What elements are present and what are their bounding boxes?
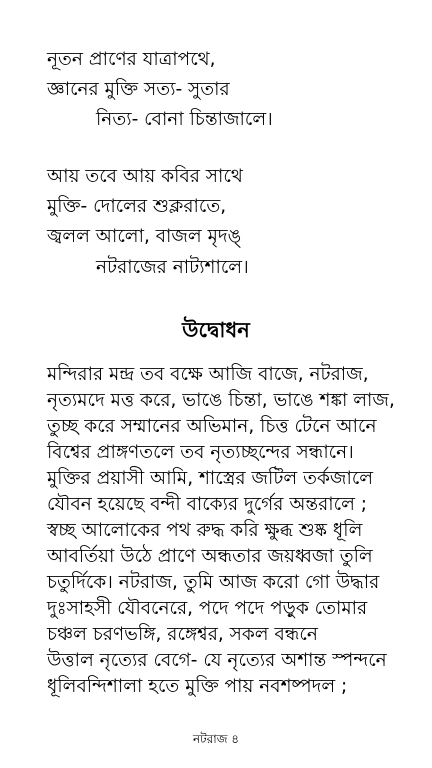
poem-line: নটরাজের নাট্যশালে। <box>96 257 249 278</box>
page-footer: নটরাজ ৪ <box>192 732 240 746</box>
poem-line: স্বচ্ছ আলোকের পথ রুদ্ধ করি ক্ষুব্ধ শুষ্ক ধূলি <box>47 520 363 541</box>
poem-line: দুঃসাহসী যৌবনেরে, পদে পদে পড়ুক তোমার <box>47 598 368 619</box>
poem-title: উদ্বোধন <box>182 318 250 342</box>
poem-line: মুক্তি- দোলের শুক্লরাতে, <box>47 196 227 217</box>
poem-line: মন্দিরার মন্দ্র তব বক্ষে আজি বাজে, নটরাজ, <box>47 364 369 385</box>
poem-line: আয় তবে আয় কবির সাথে <box>47 166 243 187</box>
poem-line: নৃত্যমদে মত্ত করে, ভাঙে চিন্তা, ভাঙে শঙ্কা লাজ, <box>47 390 395 411</box>
poem-line: জ্বলল আলো, বাজল মৃদঙ্ <box>47 226 242 247</box>
poem-line: উত্তাল নৃত্যের বেগে- যে নৃত্যের অশান্ত স্পন্দনে <box>47 650 387 671</box>
poem-line: যৌবন হয়েছে বন্দী বাক্যের দুর্গের অন্তরালে ; <box>47 494 368 515</box>
poem-line: তুচ্ছ করে সম্মানের অভিমান, চিত্ত টেনে আনে <box>47 416 377 437</box>
poem-line: ধূলিবন্দিশালা হতে মুক্তি পায় নবশষ্পদল ; <box>47 676 348 697</box>
poem-line: জ্ঞানের মুক্তি সত্য- সুতার <box>47 79 230 100</box>
poem-line: নূতন প্রাণের যাত্রাপথে, <box>47 49 216 70</box>
poem-line: চতুর্দিকে। নটরাজ, তুমি আজ করো গো উদ্ধার <box>47 572 380 593</box>
poem-line: মুক্তির প্রয়াসী আমি, শাস্ত্রের জটিল তর্কজালে <box>47 468 374 489</box>
poem-line: বিশ্বের প্রাঙ্গণতলে তব নৃত্যচ্ছন্দের সন্ধানে। <box>47 442 354 463</box>
poem-line: নিত্য- বোনা চিন্তাজালে। <box>96 109 273 130</box>
poem-line: আবর্তিয়া উঠে প্রাণে অন্ধতার জয়ধ্বজা তুলি <box>47 546 373 567</box>
poem-line: চঞ্চল চরণভঙ্গি, রঙ্গেশ্বর, সকল বন্ধনে <box>47 624 318 645</box>
